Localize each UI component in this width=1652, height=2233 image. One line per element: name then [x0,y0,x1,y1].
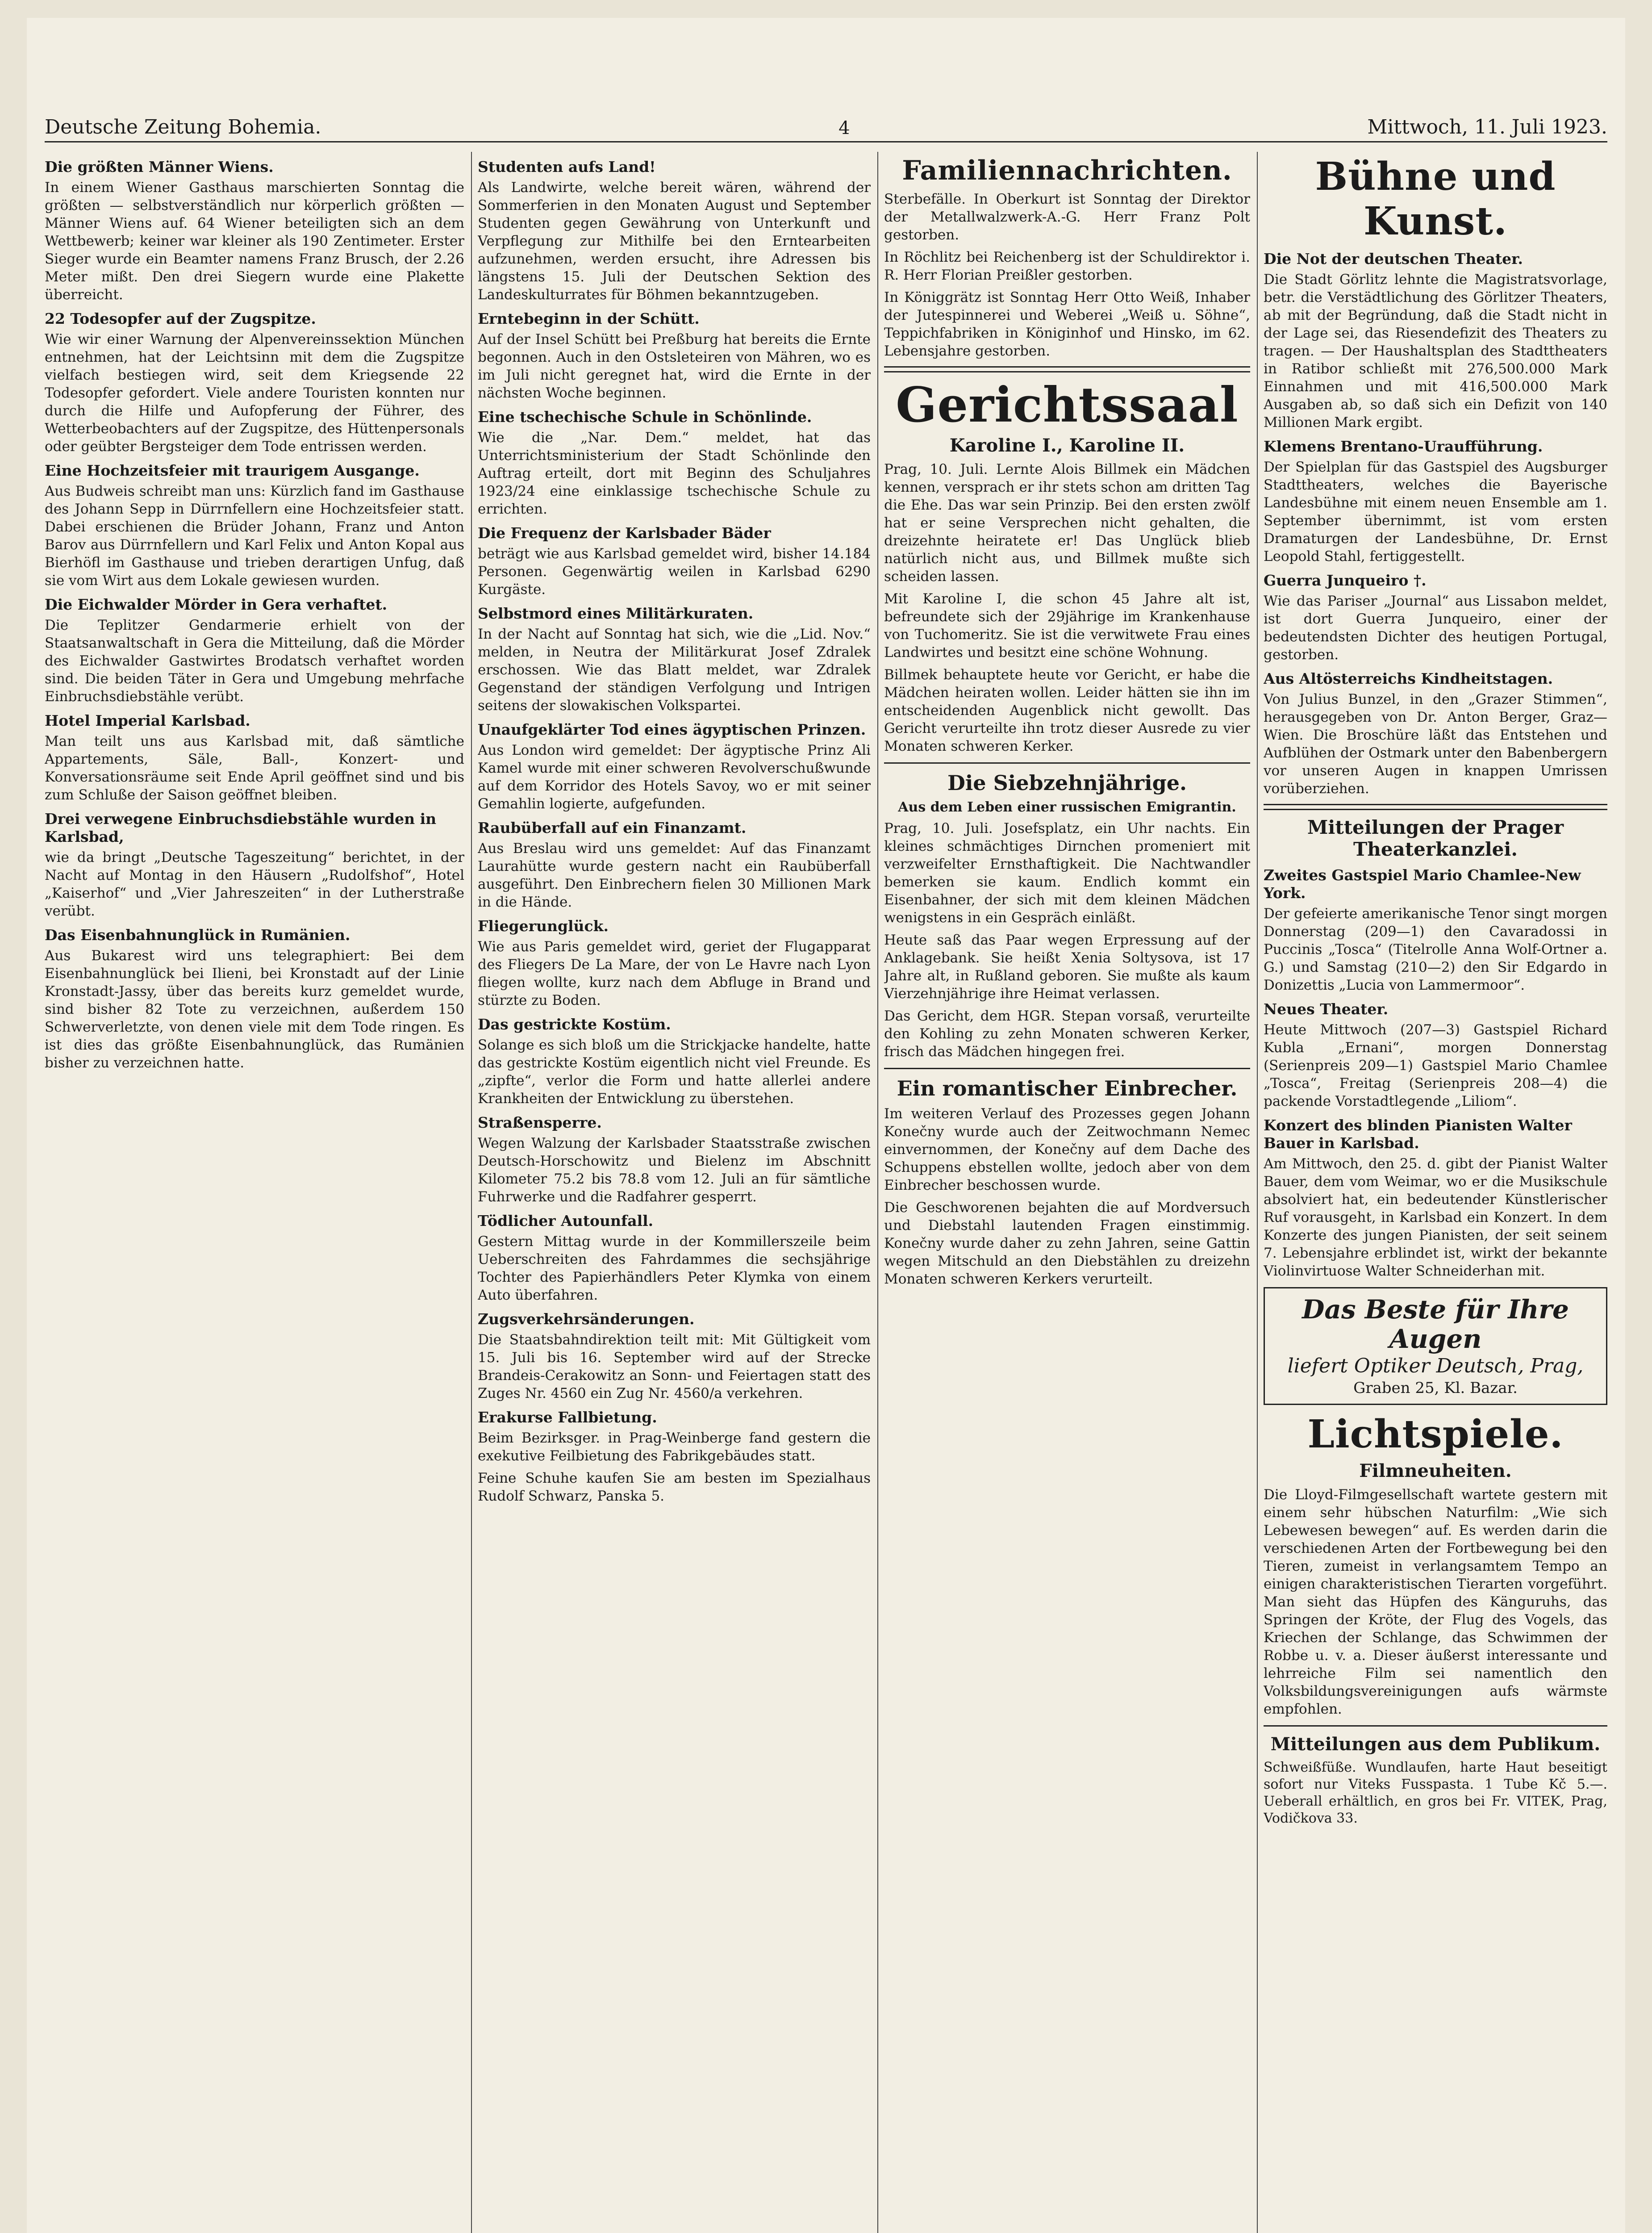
article-heading: Die Eichwalder Mörder in Gera verhaftet. [45,596,388,613]
article [478,1016,871,1108]
article-heading: 22 Todesopfer auf der Zugspitze. [45,310,316,327]
article-text: Aus Breslau wird uns gemeldet: Auf das Finanzamt Laurahütte wurde gestern nacht ein Raubüberfall ausgeführt. Den Einbrechern fielen 30 Millionen Mark in die Hände. [478,841,871,910]
article-heading: Fliegerunglück. [478,917,609,935]
article-text: Man teilt uns aus Karlsbad mit, daß sämtliche Appartements, Säle, Ball-, Konzert- und Konversationsräume seit Ende April geöffnet sind und bis zum Schluße der Saison geöffnet bleiben. [45,733,464,803]
article [45,810,464,920]
article-heading: Drei verwegene Einbruchsdiebstähle wurden in Karlsbad, [45,810,437,845]
article [478,721,871,813]
columns [45,152,1607,2233]
article [1264,1116,1607,1280]
article-heading: Zweites Gastspiel Mario Chamlee-New York. [1264,866,1581,902]
masthead [45,98,1607,142]
article-heading-einbrecher: Ein romantischer Einbrecher. [897,1076,1238,1100]
ad-headline: Das Beste für Ihre Augen [1302,1294,1569,1354]
article [1264,438,1607,565]
article [45,712,464,804]
article [478,310,871,402]
article-text: Aus London wird gemeldet: Der ägyptische Prinz Ali Kamel wurde mit einer schweren Revolverschußwunde auf dem Korridor des Hotels Savoy, wo er mit seiner Gemahlin logierte, aufgefunden. [478,742,871,812]
article-text: Auf der Insel Schütt bei Preßburg hat bereits die Ernte begonnen. Auch in den Ostsleteiren von Mähren, wo es im Juli nicht geregnet hat, wird die Ernte in der nächsten Woche beginnen. [478,331,871,401]
article-text: Feine Schuhe kaufen Sie am besten im Spezialhaus Rudolf Schwarz, Panska 5. [478,1470,871,1504]
article-text: beträgt wie aus Karlsbad gemeldet wird, bisher 14.184 Personen. Gegenwärtig weilen in Karlsbad 6290 Kurgäste. [478,546,871,598]
cinema-text: Die Lloyd-Filmgesellschaft wartete gestern mit einem sehr hübschen Naturfilm: „Wie sich Lebewesen bewegen“ auf. Es werden darin die verschiedenen Arten der Fortbewegung bei den Tieren, zumeist in verlangsamtem Tempo an einigen charakteristischen Tierarten vorgeführt. Man sieht das Hüpfen des Känguruhs, das Springen der Kröte, der Flug des Vogels, das Kriechen der Schlange, das Schwimmen der Robbe u. v. a. Dieser äußerst interessante und lehrreiche Film sei namentlich den Volksbildungsvereinigungen aufs wärmste empfohlen. [1264,1487,1607,1717]
paragraph: Mit Karoline I, die schon 45 Jahre alt ist, befreundete sich der 29jährige im Krankenhause von Tuchomeritz. Sie ist die verwitwete Frau eines Landwirtes und besitzt eine schöne Wohnung. [884,591,1250,661]
article-text: Als Landwirte, welche bereit wären, während der Sommerferien in den Monaten August und September Studenten gegen Gewährung von Unterkunft und Verpflegung zur Mithilfe bei den Erntearbeiten aufzunehmen, werden ersucht, ihre Adressen bis längstens 15. Juli der Deutschen Sektion des Landeskulturrates für Böhmen bekanntzugeben. [478,180,871,303]
divider [884,1068,1250,1069]
article-text: Wie aus Paris gemeldet wird, geriet der Flugapparat des Fliegers De La Mare, der von Le Havre nach Lyon fliegen wollte, kurz nach dem Abfluge in Brand und stürzte zu Boden. [478,939,871,1008]
paragraph: Die Geschworenen bejahten die auf Mordversuch und Diebstahl lautenden Fragen einstimmig. Konečny wurde daher zu zehn Jahren, seine Gattin wegen Mitschuld an den Diebstählen zu dreizehn Monaten schweren Kerkers verurteilt. [884,1200,1250,1287]
theater-office-items [1264,866,1607,1280]
stage-art-heading: Bühne und Kunst. [1315,154,1556,244]
article-text: Am Mittwoch, den 25. d. gibt der Pianist Walter Bauer, dem vom Weimar, wo er die Musikschule absolviert hat, ein bedeutender Künstlerischer Ruf vorausgeht, in Karlsbad ein Konzert. In dem Konzerte des jungen Pianisten, der seit seinem 7. Lebensjahre erblindet ist, wirkt der bekannte Violinvirtuose Walter Schneiderhan mit. [1264,1156,1607,1279]
divider [884,366,1250,372]
court-heading: Gerichtssaal [896,377,1239,433]
article-text: Aus Budweis schreibt man uns: Kürzlich fand im Gasthause des Johann Sepp in Dürrnfellern eine Hochzeitsfeier statt. Dabei erschienen die Brüder Johann, Franz und Anton Barov aus Dürrnfellern und Karl Felix und Anton Kopal aus Bierhöfl im Gasthause und trieben derartigen Unfug, daß sie vom Wirt aus dem Lokale gewiesen wurden. [45,483,464,589]
article-einbrecher [884,1105,1250,1288]
article-heading: Neues Theater. [1264,1000,1389,1018]
column-rule [471,152,472,2233]
court-subheading: Karoline I., Karoline II. [949,435,1185,456]
article-text: Beim Bezirksger. in Prag-Weinberge fand gestern die exekutive Feilbietung des Fabrikgebäudes statt. [478,1430,871,1464]
article-heading-siebzehnjaehrige: Die Siebzehnjährige. [947,771,1187,795]
paragraph: Das Gericht, dem HGR. Stepan vorsaß, verurteilte den Kohling zu zehn Monaten schweren Kerker, frisch das Mädchen hingegen frei. [884,1008,1250,1060]
article-heading: Die Not der deutschen Theater. [1264,250,1523,268]
public-notices-heading: Mitteilungen aus dem Publikum. [1270,1734,1601,1755]
masthead-page-number: 4 [839,118,850,138]
article-heading: Das Eisenbahnunglück in Rumänien. [45,926,350,944]
article-heading: Eine tschechische Schule in Schönlinde. [478,408,812,426]
column-2-articles [478,158,871,1505]
article-heading: Klemens Brentano-Uraufführung. [1264,438,1543,455]
article-text: In einem Wiener Gasthaus marschierten Sonntag die größten — selbstverständlich nur körperlich größten — Männer Wiens auf. 64 Wiener beteiligten sich an dem Wettbewerb; keiner war kleiner als 190 Zentimeter. Erster Sieger wurde ein Beamter namens Franz Brusch, der 2.26 Meter mißt. Den drei Siegern wurde eine Plakette überreicht. [45,180,464,303]
article [478,158,871,304]
article [478,524,871,598]
article-heading: Konzert des blinden Pianisten Walter Bauer in Karlsbad. [1264,1116,1572,1152]
article [478,1469,871,1505]
article-siebzehnjaehrige [884,820,1250,1061]
article [478,1310,871,1402]
court-article [884,460,1250,755]
article-text: Wie das Pariser „Journal“ aus Lissabon meldet, ist dort Guerra Junqueiro, einer der bedeutendsten Dichter des heutigen Portugal, gestorben. [1264,593,1607,663]
column-3 [884,152,1250,2233]
foot-paste-advertisement: Schweißfüße. Wundlaufen, harte Haut beseitigt sofort nur Viteks Fusspasta. 1 Tube Kč 5.—. Ueberall erhältlich, en gros bei Fr. VITEK, Prag, Vodičkova 33. [1264,1760,1607,1826]
article [1264,866,1607,994]
article [1264,670,1607,798]
masthead-paper-name: Deutsche Zeitung Bohemia. [45,116,321,138]
ad-address: Graben 25, Kl. Bazar. [1353,1379,1518,1397]
theater-office-heading: Mitteilungen der Prager Theaterkanzlei. [1307,816,1564,860]
divider [1264,804,1607,810]
article-heading: Aus Altösterreichs Kindheitstagen. [1264,670,1553,687]
article-text: Wie die „Nar. Dem.“ meldet, hat das Unterrichtsministerium der Stadt Schönlinde den Auftrag erteilt, dort mit Beginn des Schuljahres 1923/24 eine einklassige tschechische Schule zu errichten. [478,430,871,517]
article [478,408,871,518]
cinema-subheading: Filmneuheiten. [1359,1460,1512,1481]
article [478,917,871,1009]
article-text: Der gefeierte amerikanische Tenor singt morgen Donnerstag (209—1) den Cavaradossi in Puccinis „Tosca“ (Titelrolle Anna Wolf-Ortner a. G.) und Samstag (210—2) den Sir Edgardo in Donizettis „Lucia von Lammermoor“. [1264,906,1607,993]
paragraph: Billmek behauptete heute vor Gericht, er habe die Mädchen heiraten wollen. Leider hätten sie ihn im entscheidenden Augenblick nicht gewollt. Das Gericht verurteilte ihn trotz dieser Ausrede zu vier Monaten schweren Kerker. [884,667,1250,754]
ad-company: liefert Optiker Deutsch, Prag, [1287,1355,1584,1377]
article-text: Der Spielplan für das Gastspiel des Augsburger Stadttheaters, welches die Bayerische Landesbühne mit einem neuen Ensemble am 1. September übernimmt, ist vom ersten Dramaturgen der Landesbühne, Dr. Ernst Leopold Stahl, fertiggestellt. [1264,459,1607,565]
article [478,819,871,911]
divider [1264,1725,1607,1727]
article [1264,572,1607,664]
article-heading: Erakurse Fallbietung. [478,1409,657,1426]
article-text: Die Staatsbahndirektion teilt mit: Mit Gültigkeit vom 15. Juli bis 16. September wird auf der Strecke Brandeis-Cerakowitz an Sonn- und Feiertagen statt des Zuges Nr. 4560 ein Zug Nr. 4560/a verkehren. [478,1332,871,1401]
article-heading: Selbstmord eines Militärkuraten. [478,605,754,622]
article-text: Heute Mittwoch (207—3) Gastspiel Richard Kubla „Ernani“, morgen Donnerstag (Serienpreis 209—1) Gastspiel Mario Chamlee „Tosca“, Freitag (Serienpreis 208—4) die packende Vorstadtlegende „Liliom“. [1264,1022,1607,1109]
column-1 [45,152,464,2233]
article-heading: Zugsverkehrsänderungen. [478,1310,695,1328]
article [1264,1000,1607,1110]
article-heading: Erntebeginn in der Schütt. [478,310,700,327]
article-text: wie da bringt „Deutsche Tageszeitung“ berichtet, in der Nacht auf Montag in den Häusern „Rudolfshof“, Hotel „Kaiserhof“ und „Vier Jahreszeiten“ in der Lutherstraße verübt. [45,849,464,919]
article-heading: Die größten Männer Wiens. [45,158,274,176]
article-heading: Tödlicher Autounfall. [478,1212,654,1229]
article [478,1114,871,1206]
article [45,310,464,456]
paragraph: In Königgrätz ist Sonntag Herr Otto Weiß, Inhaber der Jutespinnerei und Weberei „Weiß u. Söhne“, Teppichfabriken in Königinhof und Hinsko, im 62. Lebensjahre gestorben. [884,289,1250,359]
article-text: Aus Bukarest wird uns telegraphiert: Bei dem Eisenbahnunglück bei Ilieni, bei Kronstadt auf der Linie Kronstadt-Jassy, über das bereits kurz gemeldet wurde, sind bisher 82 Tote zu verzeichnen, außerdem 150 Schwerverletzte, von denen viele mit dem Tode ringen. Es ist dies das größte Eisenbahnunglück, das Rumänien bisher zu verzeichnen hatte. [45,948,464,1071]
column-4 [1264,152,1607,2233]
column-rule [1257,152,1258,2233]
article-heading: Das gestrickte Kostüm. [478,1016,671,1033]
article-heading: Studenten aufs Land! [478,158,656,176]
article-subheading: Aus dem Leben einer russischen Emigrantin. [898,799,1236,815]
column-1-articles [45,158,464,1072]
article-text: In der Nacht auf Sonntag hat sich, wie die „Lid. Nov.“ melden, in Neutra der Militärkurat Josef Zdralek erschossen. Wie das Blatt meldet, war Zdralek Gegenstand der ständigen Verfolgung und Intrigen seitens der slowakischen Volkspartei. [478,626,871,714]
article [45,596,464,706]
paragraph: Heute saß das Paar wegen Erpressung auf der Anklagebank. Sie heißt Xenia Soltysova, ist 17 Jahre alt, in Rußland geboren. Sie mußte als kaum Vierzehnjährige ihre Heimat verlassen. [884,932,1250,1002]
column-rule [877,152,878,2233]
paragraph: In Röchlitz bei Reichenberg ist der Schuldirektor i. R. Herr Florian Preißler gestorben. [884,249,1250,283]
article [45,158,464,304]
article-text: Die Stadt Görlitz lehnte die Magistratsvorlage, betr. die Verstädtlichung des Görlitzer Theaters, ab mit der Begründung, daß die Stadt nicht in der Lage sei, das Riesendefizit des Theaters zu tragen. — Der Haushaltsplan des Stadttheaters in Ratibor schließt mit 276,500.000 Mark Einnahmen und mit 416,500.000 Mark Ausgaben ab, so daß sich ein Defizit von 140 Millionen Mark ergibt. [1264,272,1607,431]
article-text: Gestern Mittag wurde in der Kommillerszeile beim Ueberschreiten des Fahrdammes die sechsjährige Tochter des Papierhändlers Peter Klymka von einem Auto überfahren. [478,1234,871,1303]
article-text: Wegen Walzung der Karlsbader Staatsstraße zwischen Deutsch-Horschowitz und Bielenz im Abschnitt Kilometer 75.2 bis 78.8 vom 12. Juli an für sämtliche Fuhrwerke und die Radfahrer gesperrt. [478,1135,871,1205]
article-heading: Straßensperre. [478,1114,602,1131]
article-text: Die Teplitzer Gendarmerie erhielt von der Staatsanwaltschaft in Gera die Mitteilung, daß die Mörder des Eichwalder Gastwirtes Brodatsch verhaftet worden sind. Die beiden Täter in Gera und Umgebung mehrfache Einbruchsdiebstähle verübt. [45,617,464,705]
article-text: Solange es sich bloß um die Strickjacke handelte, hatte das gestrickte Kostüm eigentlich nicht viel Freunde. Es „zipfte“, verlor die Form und hatte allerlei andere Krankheiten der Entwicklung zu überstehen. [478,1037,871,1107]
cinema-heading: Lichtspiele. [1307,1412,1564,1457]
article [478,1212,871,1304]
family-news-list [884,190,1250,360]
article-text: Von Julius Bunzel, in den „Grazer Stimmen“, herausgegeben von Dr. Anton Berger, Graz—Wien. Die Broschüre läßt das Entstehen und Aufblühen der Ostmark unter den Babenbergern vor unseren Augen in knappen Umrissen vorüberziehen. [1264,691,1607,797]
article-heading: Die Frequenz der Karlsbader Bäder [478,524,771,542]
paragraph: Prag, 10. Juli. Josefsplatz, ein Uhr nachts. Ein kleines schmächtiges Dirnchen promeniert mit verzweifelter Ernsthaftigkeit. Die Nachtwandler bemerken sie kaum. Endlich kommt ein Eisenbahner, der sich mit dem kleinen Mädchen wenigstens in ein Gespräch einläßt. [884,820,1250,926]
article-heading: Raubüberfall auf ein Finanzamt. [478,819,747,836]
article-heading: Eine Hochzeitsfeier mit traurigem Ausgange. [45,462,420,479]
masthead-date: Mittwoch, 11. Juli 1923. [1367,116,1607,138]
article [1264,250,1607,431]
stage-art-items [1264,250,1607,798]
newspaper-page [27,18,1625,2233]
article-heading: Guerra Junqueiro †. [1264,572,1427,589]
family-news-heading: Familiennachrichten. [902,155,1232,186]
paragraph: Sterbefälle. In Oberkurt ist Sonntag der Direktor der Metallwalzwerk-A.-G. Herr Franz Polt gestorben. [884,191,1250,243]
article-heading: Hotel Imperial Karlsbad. [45,712,250,729]
article-text: Wie wir einer Warnung der Alpenvereinssektion München entnehmen, hat der Leichtsinn mit dem die Zugspitze vielfach bestiegen wird, seit dem Kriegsende 22 Todesopfer gefordert. Viele andere Touristen konnten nur durch die Hilfe und Aufopferung der Führer, des Wetterbeobachters auf der Zugspitze, des Hüttenpersonals oder geübter Bergsteiger dem Tode entrissen werden. [45,331,464,455]
article [478,605,871,715]
column-2 [478,152,871,2233]
article [478,1409,871,1465]
divider [884,762,1250,764]
optician-advertisement [1264,1287,1607,1405]
article [45,926,464,1072]
article [45,462,464,590]
paragraph: Prag, 10. Juli. Lernte Alois Billmek ein Mädchen kennen, versprach er ihr stets schon am dritten Tag die Ehe. Das war sein Prinzip. Bei den ersten zwölf hat er seine Versprechen nicht gehalten, die dreizehnte heiratete er! Das Unglück blieb natürlich nicht aus, und Billmek mußte sich scheiden lassen. [884,461,1250,585]
article-heading: Unaufgeklärter Tod eines ägyptischen Prinzen. [478,721,866,738]
paragraph: Im weiteren Verlauf des Prozesses gegen Johann Konečny wurde auch der Zeitwochmann Nemec einvernommen, der Konečny auf dem Dache des Schuppens ebstellen wollte, jedoch aber von dem Einbrecher beschossen wurde. [884,1106,1250,1193]
